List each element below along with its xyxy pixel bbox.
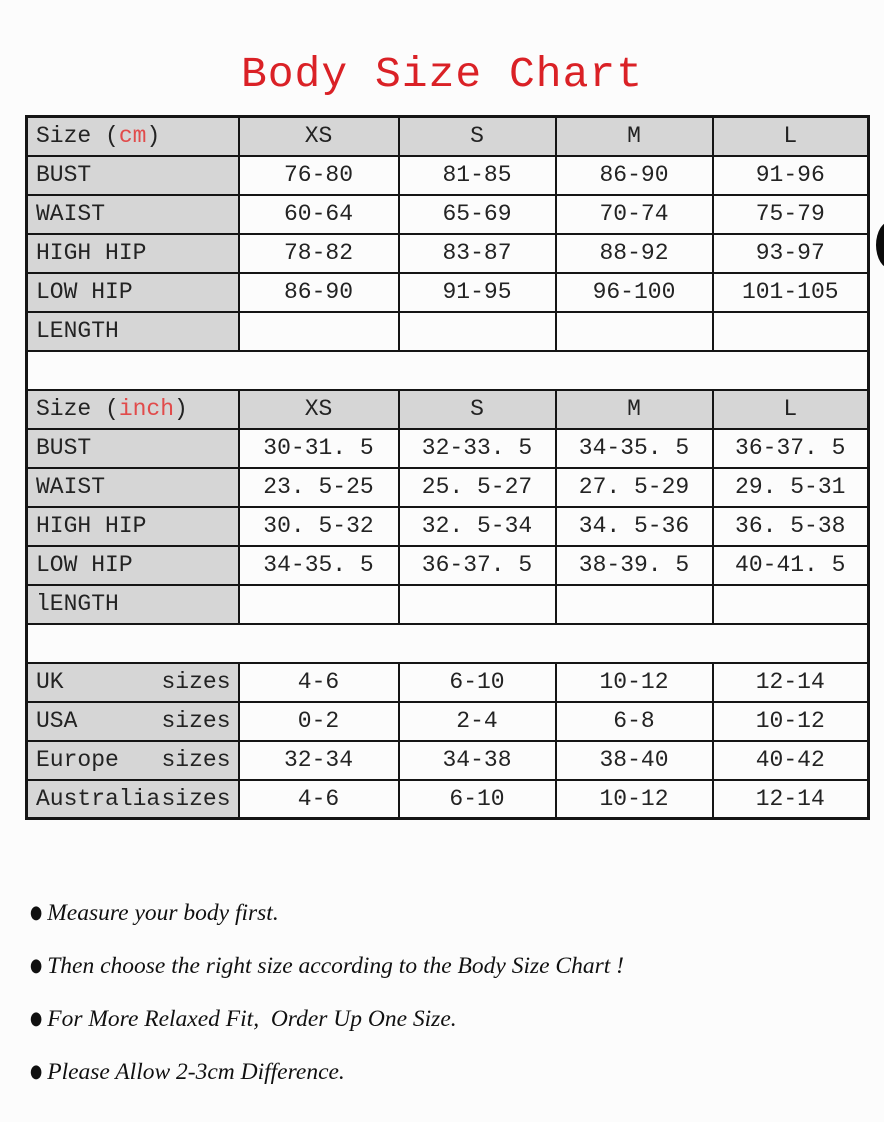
size-unit-cm: cm — [118, 123, 147, 150]
column-header-l: L — [713, 390, 869, 429]
region-suffix: sizes — [161, 747, 231, 773]
value-cell: 6-10 — [399, 663, 556, 702]
value-cell: 12-14 — [713, 663, 869, 702]
value-cell: 34. 5-36 — [556, 507, 713, 546]
row-label-cell — [27, 780, 239, 819]
value-cell — [399, 585, 556, 624]
size-label-suffix: ) — [146, 123, 161, 150]
row-label-cell — [27, 663, 239, 702]
value-cell: 60-64 — [239, 195, 399, 234]
value-cell: 4-6 — [239, 663, 399, 702]
value-cell: 6-10 — [399, 780, 556, 819]
table-row — [27, 741, 869, 780]
note-text: Measure your body first. — [47, 900, 279, 926]
column-header-s: S — [399, 390, 556, 429]
row-label-cell — [27, 741, 239, 780]
row-label-cell: WAIST — [27, 468, 239, 507]
value-cell: 23. 5-25 — [239, 468, 399, 507]
bullet-icon: ● — [30, 1008, 43, 1030]
value-cell: 93-97 — [713, 234, 869, 273]
value-cell — [556, 312, 713, 351]
table-row — [27, 234, 869, 273]
value-cell: 91-95 — [399, 273, 556, 312]
row-label-cell: lENGTH — [27, 585, 239, 624]
value-cell: 76-80 — [239, 156, 399, 195]
value-cell — [239, 312, 399, 351]
bullet-icon: ● — [30, 1061, 43, 1083]
column-header-m: M — [556, 117, 713, 156]
table-row — [27, 195, 869, 234]
note-text: For More Relaxed Fit, Order Up One Size. — [47, 1006, 457, 1032]
size-cm-header-row — [27, 117, 869, 156]
table-row — [27, 780, 869, 819]
table-row — [27, 156, 869, 195]
value-cell: 0-2 — [239, 702, 399, 741]
row-label-cell: HIGH HIP — [27, 234, 239, 273]
value-cell: 34-35. 5 — [239, 546, 399, 585]
value-cell: 30. 5-32 — [239, 507, 399, 546]
column-header-s: S — [399, 117, 556, 156]
note-text: Please Allow 2-3cm Difference. — [47, 1059, 345, 1085]
page-title: Body Size Chart — [240, 50, 644, 99]
size-unit-inch: inch — [118, 396, 175, 422]
value-cell: 65-69 — [399, 195, 556, 234]
table-row — [27, 273, 869, 312]
region-suffix: sizes — [161, 669, 231, 695]
size-label-prefix: Size ( — [36, 123, 119, 150]
region-name: UK — [36, 669, 64, 695]
value-cell — [239, 585, 399, 624]
value-cell: 36-37. 5 — [399, 546, 556, 585]
spacer-cell — [27, 624, 869, 663]
value-cell: 101-105 — [713, 273, 869, 312]
value-cell: 86-90 — [239, 273, 399, 312]
value-cell: 27. 5-29 — [556, 468, 713, 507]
row-label-cell: LENGTH — [27, 312, 239, 351]
value-cell: 38-39. 5 — [556, 546, 713, 585]
spacer-cell — [27, 351, 869, 390]
size-cm-header-label — [27, 117, 239, 156]
column-header-xs: XS — [239, 390, 399, 429]
value-cell: 25. 5-27 — [399, 468, 556, 507]
value-cell: 30-31. 5 — [239, 429, 399, 468]
table-row — [27, 429, 869, 468]
size-label-suffix: ) — [174, 396, 188, 422]
size-inch-header-row — [27, 390, 869, 429]
list-item — [30, 953, 624, 980]
value-cell: 32. 5-34 — [399, 507, 556, 546]
value-cell: 10-12 — [713, 702, 869, 741]
value-cell: 86-90 — [556, 156, 713, 195]
row-label-cell: LOW HIP — [27, 546, 239, 585]
row-label-cell: BUST — [27, 156, 239, 195]
value-cell: 34-38 — [399, 741, 556, 780]
size-label-prefix: Size ( — [36, 396, 119, 422]
table-row — [27, 702, 869, 741]
value-cell — [713, 312, 869, 351]
value-cell: 36. 5-38 — [713, 507, 869, 546]
spacer-row — [27, 351, 869, 390]
value-cell: 96-100 — [556, 273, 713, 312]
list-item — [30, 1006, 624, 1033]
value-cell: 10-12 — [556, 780, 713, 819]
note-text: Then choose the right size according to the Body Size Chart ! — [47, 953, 624, 979]
fitting-notes-list — [30, 900, 624, 1112]
value-cell: 40-41. 5 — [713, 546, 869, 585]
value-cell: 2-4 — [399, 702, 556, 741]
column-header-xs: XS — [239, 117, 399, 156]
value-cell: 38-40 — [556, 741, 713, 780]
table-row — [27, 663, 869, 702]
region-name: Europe — [36, 747, 119, 773]
value-cell — [556, 585, 713, 624]
value-cell: 4-6 — [239, 780, 399, 819]
value-cell — [399, 312, 556, 351]
table-row — [27, 585, 869, 624]
value-cell: 91-96 — [713, 156, 869, 195]
value-cell: 12-14 — [713, 780, 869, 819]
region-name: USA — [36, 708, 78, 734]
bullet-icon: ● — [30, 955, 43, 977]
value-cell — [713, 585, 869, 624]
value-cell: 6-8 — [556, 702, 713, 741]
list-item — [30, 1059, 624, 1086]
value-cell: 78-82 — [239, 234, 399, 273]
bullet-icon: ● — [30, 902, 43, 924]
value-cell: 29. 5-31 — [713, 468, 869, 507]
row-label-cell: BUST — [27, 429, 239, 468]
value-cell: 81-85 — [399, 156, 556, 195]
column-header-m: M — [556, 390, 713, 429]
column-header-l: L — [713, 117, 869, 156]
black-dot-artifact — [876, 221, 884, 269]
value-cell: 34-35. 5 — [556, 429, 713, 468]
value-cell: 70-74 — [556, 195, 713, 234]
row-label-cell: LOW HIP — [27, 273, 239, 312]
value-cell: 75-79 — [713, 195, 869, 234]
body-size-table — [25, 115, 870, 820]
value-cell: 10-12 — [556, 663, 713, 702]
value-cell: 40-42 — [713, 741, 869, 780]
value-cell: 36-37. 5 — [713, 429, 869, 468]
region-name: Australia — [36, 785, 161, 812]
value-cell: 32-34 — [239, 741, 399, 780]
table-row — [27, 468, 869, 507]
list-item — [30, 900, 624, 927]
value-cell: 88-92 — [556, 234, 713, 273]
region-suffix: sizes — [161, 708, 231, 734]
region-suffix: sizes — [161, 785, 231, 812]
row-label-cell: HIGH HIP — [27, 507, 239, 546]
value-cell: 83-87 — [399, 234, 556, 273]
table-row — [27, 546, 869, 585]
value-cell: 32-33. 5 — [399, 429, 556, 468]
row-label-cell — [27, 702, 239, 741]
table-row — [27, 312, 869, 351]
spacer-row — [27, 624, 869, 663]
row-label-cell: WAIST — [27, 195, 239, 234]
size-inch-header-label — [27, 390, 239, 429]
table-row — [27, 507, 869, 546]
